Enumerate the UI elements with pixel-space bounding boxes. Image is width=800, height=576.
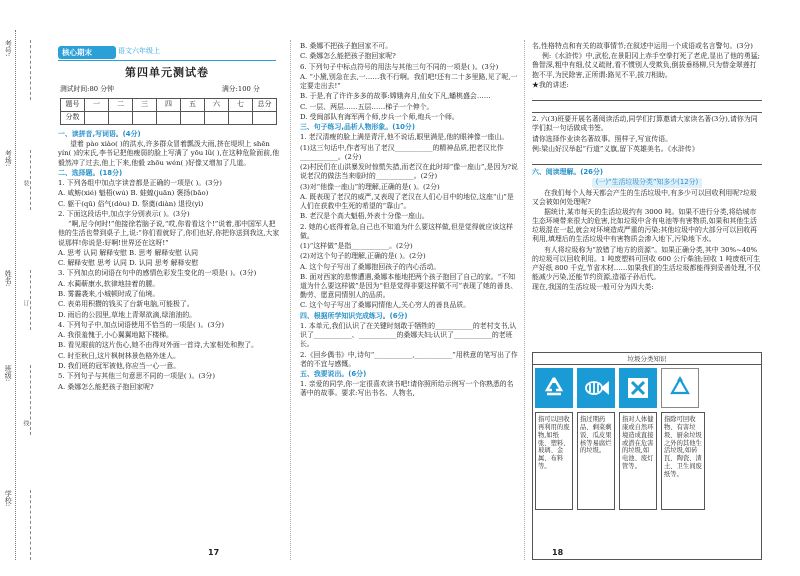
answer-line[interactable] <box>532 103 762 113</box>
example-text: 例:梁山好汉举起“行道”义旗,留下英雄美名。《水浒传》 <box>532 144 699 153</box>
option: B. 看见眼前的这片伤心,她不由得对外面一首诗,大家相处和煦了。 <box>58 341 258 350</box>
category-card: 指除可回收物、有害垃圾、厨余垃圾之外的其他生活垃圾,如砖瓦、陶瓷、渣土、卫生间废纸等。 <box>661 412 705 510</box>
table-cell: 五 <box>181 99 205 112</box>
category-card: 指过期药品、剩菜剩饭、瓜皮果核等易腐烂的垃圾。 <box>577 412 615 510</box>
section-heading: 六、阅读理解。(26分) <box>532 168 604 177</box>
column-divider <box>290 40 291 560</box>
subject-label: 语文六年级上 <box>118 47 160 55</box>
answer-line[interactable] <box>532 91 762 101</box>
score-cell[interactable] <box>205 112 229 125</box>
section-heading: 四、根据所学知识完成练习。(6分) <box>300 311 408 320</box>
option: A. 水蔺蕲康水,软律地挂着的腰。 <box>58 279 160 288</box>
score-cell[interactable] <box>157 112 181 125</box>
score-cell[interactable] <box>85 112 109 125</box>
margin-label-name: 姓名: <box>4 270 13 287</box>
question: 6. 下列句子中标点符号的用法与其他三句不同的一项是( )。(3分) <box>300 62 499 71</box>
option: B. 于是,有了许许多多的故事:嫦娥奔月,仙女下凡,蟠桃盛会…… <box>300 92 491 101</box>
table-cell: 二 <box>109 99 133 112</box>
option: B. 老汉是个高大魁梧,外表十分像一座山。 <box>300 212 429 221</box>
table-cell: 四 <box>157 99 181 112</box>
question: 4. 下列句子中,加点词语使用不恰当的一项是( )。(3分) <box>58 320 225 329</box>
table-cell: 三 <box>133 99 157 112</box>
option: C. 解释安慰 思考 认同 D. 认同 思考 解释安慰 <box>58 259 199 268</box>
option: D. 受闽部队有海军两个师,步兵一个师,炮兵一个师。 <box>300 112 459 121</box>
option: D. 我们班的冠军被他,你应当一心一意。 <box>58 362 181 371</box>
score-cell[interactable] <box>109 112 133 125</box>
recycle-arrow-icon <box>661 368 699 408</box>
recycle-icon <box>535 368 573 408</box>
right-column <box>532 42 762 294</box>
writing-prompt: 请你选择作业读名著故事。照样子,写宣传语。 <box>532 134 673 143</box>
score-cell[interactable] <box>229 112 253 125</box>
cut-mark: 订 <box>22 300 29 306</box>
table-cell: 题号 <box>61 99 85 112</box>
category-card: 指对人体健康或自然环境造成直接或潜在危害的垃圾,如电池、废灯管等。 <box>619 412 657 510</box>
section-heading: 一、读拼音,写词语。(4分) <box>58 130 141 138</box>
hazard-x-icon <box>619 368 657 408</box>
section-heading: 二、选择题。(18分) <box>58 168 123 177</box>
fill-question: 1. 本单元,我们认识了在关键时刻敢于牺牲的___________的老村支书,认识了___________、___________的桑娜夫妇;认识了___________的老班长。 <box>300 322 517 349</box>
option: D. 雨后的公园里,草地上青翠欲滴,绿油油的。 <box>58 310 197 319</box>
score-table-score-row <box>61 112 277 125</box>
fill-question: 2.《回乡偶书》中,诗句“___________,___________”用秩意的笔写出了作者的不宜与感慨。 <box>300 350 518 368</box>
table-cell: 六 <box>205 99 229 112</box>
score-table-header-row <box>61 99 277 112</box>
score-cell[interactable] <box>181 112 205 125</box>
quote-passage: “啊,尼今何时!”他接徐若脑子说,“哎,你看看这个!”说着,那中国军人把他的生活也带到桌子上,说:“你们看就好了,你们也好,你把你送到我这,大家说那样!你说是:好啊!世界还在这呀!” <box>58 220 280 247</box>
pinyin-passage: 望着 pào xiào( )的洪水,许多群众冒着瓢泼大雨,挤在堤坝上 shēn yín( )的宋氏,李书记把他瘦弱的脸上写满了 yōu lǜ( ),在这种危险面前,他毅然冲了过去,他上下来,他毅 zhōu wén( )好像又增加了几道。 <box>58 140 280 167</box>
margin-label-room: 考场: <box>4 150 13 167</box>
option: A. 我很羞愧于,小心翼翼地踮下楼梯。 <box>58 331 173 340</box>
option: C. 一层、两层……五层……梯子一个伸个。 <box>300 102 434 111</box>
cut-mark: 装 <box>22 180 29 186</box>
writing-prompt: 1. 亲爱的同学,你一定很喜欢读书吧!请你照所给示例写一个你熟悉的名著中的故事。要求:写出书名、人物名, <box>300 380 514 398</box>
margin-label-class: 班级: <box>4 365 13 382</box>
table-heading: 垃圾分类知识 <box>533 353 761 365</box>
fill-line <box>30 365 31 435</box>
passage: 1. 老汉清瘦的脸上满是青汗,他不说话,眼里满是,他的眼神像一座山。 <box>300 133 509 142</box>
option: A. “小黛,别急在去,一……我不行啊。我们吧!还有二十多里路,见了呢,一定要走出去!” <box>300 72 518 90</box>
option: C. 表弟用积攒的钱买了台新电脑,可能极了。 <box>58 300 194 309</box>
table-note: 现在,我国的生活垃圾一般可分为四大类: <box>532 283 654 292</box>
section-heading: 三、句子练习,品析人物形象。(10分) <box>300 123 415 132</box>
question: 1. 下列各组中加点字读音都是正确的一项是( )。(3分) <box>58 179 222 188</box>
sub-question: (2)对这个句子的理解,正确的是( )。(2分) <box>300 252 426 261</box>
sub-question: (1)“这样做”是指___________。(2分) <box>300 242 413 250</box>
left-column <box>58 130 280 393</box>
option: A. 这个句子写出了桑娜抱回孩子的内心活动。 <box>300 262 441 271</box>
option: B. 桑娜不把孩子抱回家不可。 <box>300 42 393 50</box>
answer-line[interactable] <box>532 155 762 165</box>
exam-time: 测试时间:80 分钟 <box>60 85 114 93</box>
option: A. 既表现了老汉的威严,又表现了老汉在人们心目中的地位,这座“山”是人们在获救中生死的希望的“靠山”。 <box>300 192 514 210</box>
category-card: 指可以回收再利用的废物,如纸张、塑料、玻璃、金属、布料等。 <box>535 412 573 510</box>
option: A. 咸鲂(xié) 魁梧(wú) B. 蛙蝗(juān) 褒扬(bāo) <box>58 189 209 198</box>
option: A. 桑娜怎么能把孩子抱回家呢? <box>58 382 154 391</box>
section-heading: 五、我要说出。(6分) <box>300 369 367 378</box>
score-cell[interactable] <box>253 112 277 125</box>
score-cell[interactable] <box>133 112 157 125</box>
fill-line <box>30 150 31 210</box>
question: 2. 下面这段话中,加点字分别表示( )。(3分) <box>58 210 190 218</box>
table-cell: 七 <box>229 99 253 112</box>
column-divider <box>524 40 525 560</box>
fish-bone-icon <box>577 368 615 408</box>
score-table <box>60 98 277 125</box>
sub-question: (2)村民们在山洪暴发时惊慌失措,而老汉在此时却“像一座山”,是因为?说说老汉的做法当来临时的___________。(2分) <box>300 163 518 181</box>
cut-line <box>15 30 16 560</box>
fill-line <box>30 40 31 100</box>
logo: 核心期末 <box>58 46 116 59</box>
option: A. 思考 认同 解释安慰 B. 思考 解释安慰 认同 <box>58 248 199 257</box>
sub-question: (3)对“他像一座山”的理解,正确的是( )。(2分) <box>300 182 440 191</box>
question: 5. 下列句子与其他三句意思不同的一项是( )。(3分) <box>58 372 216 381</box>
passage: 2. 她的心底得着急,自己也不知道为什么要这样做,但是觉得就应该这样做。 <box>300 222 513 240</box>
option: C. 桑娜怎么能把孩子抱回家呢? <box>300 52 396 61</box>
binding-margin <box>0 0 44 576</box>
full-score: 满分:100 分 <box>222 85 260 93</box>
table-cell: 分数 <box>61 112 85 125</box>
margin-label-exam-no: 考号: <box>4 40 13 57</box>
fill-line <box>30 490 31 560</box>
option: C. 这个句子写出了桑娜同情他人,关心穷人的善良品质。 <box>300 301 471 310</box>
example-text: 例:《水浒传》中,武松,在景阳冈上赤手空拳打死了老虎,显出了他的勇猛;鲁智深,粗中有细,仗义疏财,看不惯别人受欺负,倒拔垂杨柳,只为替金翠莲打抱不平,为民除害,正所谓:路见不平,拔刀相助。 <box>532 52 760 79</box>
table-cell: 一 <box>85 99 109 112</box>
option: B. 雾霾袭来,小城顿时成了仙境。 <box>58 290 160 298</box>
margin-label-school: 学校: <box>4 490 13 507</box>
reading-paragraph: 在我们每个人每天都会产生的生活垃圾中,有多少可以回收利用呢?垃圾又会被如何处理呢? <box>532 188 757 206</box>
writing-prompt: 2. 六(3)班要开展名著阅读活动,同学们打算邀请大家读名著(3分),请你为同学们拟一句话做成书签。 <box>532 115 758 133</box>
sub-question: (1)这三句话中,作者写出了老汉___________的精神品质,把老汉比作___________。(2分) <box>300 143 504 161</box>
reading-title: (一)“生活垃圾分类”知多少(12分) <box>592 178 702 187</box>
question: 3. 下列加点的词语在句中的感情色彩发生变化的一项是( )。(3分) <box>58 269 257 278</box>
table-cell: 总分 <box>253 99 277 112</box>
reading-paragraph: 有人将垃圾称为“放错了地方的资源”。如果正确分类,其中 30%~40% 的垃圾可以回收利用。1 吨废塑料可回收 600 公斤柴油;回收 1 吨废纸可生产好纸 800 千克,节省木材……如果我们的生活垃圾都能得到妥善处理,不仅能减少污染,还能节约资源,造福子孙后代。 <box>532 245 761 282</box>
answer-label: ★我的讲述: <box>532 80 569 89</box>
page-number: 17 <box>208 548 220 557</box>
cut-mark: 线 <box>22 420 29 426</box>
reading-paragraph: 据统计,某市每天的生活垃圾约有 3000 吨。如果不进行分类,将给城市生态环境带来很大的危害,比如垃圾中含有电池等有害物质,如果和其他生活垃圾混在一起,就会对环境造成严重的污染;其他垃圾中的大部分可以回收再利用,填埋后的生活垃圾中有害物质会渗入地下,污染地下水。 <box>532 208 758 244</box>
page-number: 18 <box>552 548 564 557</box>
header-rule <box>58 60 276 61</box>
option: C. 躯干(qū) 俗气(dòu) D. 祭奠(diàn) 退役(yì) <box>58 199 204 208</box>
page-title: 第四单元测试卷 <box>125 66 209 79</box>
writing-prompt: 名,性格特点和有关的故事情节;在叙述中运用一个成语或名言警句。(3分) <box>532 42 753 50</box>
fill-line <box>30 270 31 330</box>
option: C. 时至秋日,这片枫树林景色格外迷人。 <box>58 351 180 360</box>
option: B. 面对西家的悲惨遭遇,桑娜本能地把两个孩子抱回了自己的家。“不知道为什么要这样做”是因为“但是觉得非要这样做不可”表现了她的善良、勤劳、愿意同情别人的品质。 <box>300 272 518 300</box>
middle-column <box>300 42 518 400</box>
